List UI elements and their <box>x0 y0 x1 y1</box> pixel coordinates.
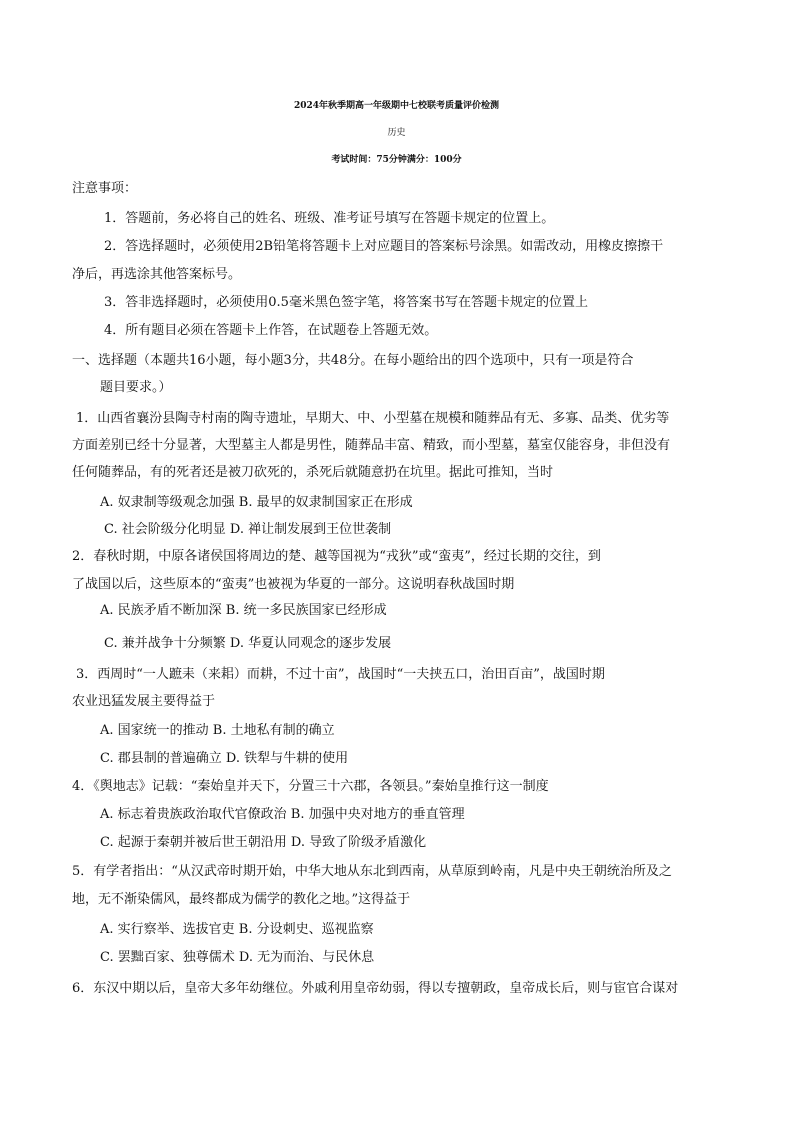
note-item: 净后，再选涂其他答案标号。 <box>72 267 242 282</box>
question-options: C. 社会阶级分化明显 D. 禅让制发展到王位世袭制 <box>104 522 392 537</box>
question-options: C. 罢黜百家、独尊儒术 D. 无为而治、与民休息 <box>100 950 375 965</box>
question-stem: 6．东汉中期以后，皇帝大多年幼继位。外戚利用皇帝幼弱，得以专擅朝政，皇帝成长后，则与宦官合谋对 <box>72 981 679 996</box>
subject-title: 历史 <box>387 128 406 138</box>
question-stem: 4．《舆地志》记载：“秦始皇并天下，分置三十六郡，各领县。”秦始皇推行这一制度 <box>72 779 549 794</box>
question-stem: 了战国以后，这些原本的“蛮夷”也被视为华夏的一部分。这说明春秋战国时期 <box>72 577 515 592</box>
question-stem: 农业迅猛发展主要得益于 <box>72 694 216 709</box>
question-options: A. 实行察举、选拔官吏 B. 分设刺史、巡视监察 <box>100 922 374 937</box>
question-stem: 5．有学者指出：“从汉武帝时期开始，中华大地从东北到西南，从草原到岭南，凡是中央王朝统治所及之 <box>72 864 672 879</box>
section-heading: 一、选择题（本题共16小题，每小题3分，共48分。在每小题给出的四个选项中，只有一项是符合 <box>72 353 634 368</box>
exam-info: 考试时间：75分钟满分：100分 <box>331 155 462 165</box>
exam-title: 2024年秋季期高一年级期中七校联考质量评价检测 <box>293 101 500 111</box>
note-item: 4．所有题目必须在答题卡上作答，在试题卷上答题无效。 <box>104 323 438 338</box>
note-item: 2．答选择题时，必须使用2B铅笔将答题卡上对应题目的答案标号涂黑。如需改动，用橡皮擦擦干 <box>104 239 664 254</box>
question-options: A. 国家统一的推动 B. 土地私有制的确立 <box>100 723 335 738</box>
question-stem: 1．山西省襄汾县陶寺村南的陶寺遗址，早期大、中、小型墓在规模和随葬品有无、多寡、品类、优劣等 <box>76 411 670 426</box>
notes-heading: 注意事项： <box>72 181 138 196</box>
question-stem: 3．西周时“一人蹠耒（来耜）而耕，不过十亩”，战国时“一夫挟五口，治田百亩”，战国时期 <box>76 667 605 682</box>
question-options: C. 郡县制的普遍确立 D. 铁犁与牛耕的使用 <box>100 751 349 766</box>
note-item: 1．答题前，务必将自己的姓名、班级、准考证号填写在答题卡规定的位置上。 <box>104 211 555 226</box>
note-item: 3．答非选择题时，必须使用0.5毫米黑色签字笔，将答案书写在答题卡规定的位置上 <box>104 295 588 310</box>
question-options: A. 民族矛盾不断加深 B. 统一多民族国家已经形成 <box>100 603 387 618</box>
question-stem: 方面差别已经十分显著，大型墓主人都是男性，随葬品丰富、精致，而小型墓，墓室仅能容身，非但没有 <box>72 438 671 453</box>
question-options: C. 起源于秦朝并被后世王朝沿用 D. 导致了阶级矛盾激化 <box>100 835 427 850</box>
question-options: C. 兼并战争十分频繁 D. 华夏认同观念的逐步发展 <box>104 636 392 651</box>
section-heading-cont: 题目要求。） <box>100 380 172 395</box>
question-options: A. 奴隶制等级观念加强 B. 最早的奴隶制国家正在形成 <box>100 495 413 510</box>
question-stem: 地，无不渐染儒风，最终都成为儒学的教化之地。”这得益于 <box>72 892 411 907</box>
question-stem: 任何随葬品，有的死者还是被刀砍死的，杀死后就随意扔在坑里。据此可推知，当时 <box>72 465 554 480</box>
question-options: A. 标志着贵族政治取代官僚政治 B. 加强中央对地方的垂直管理 <box>100 807 465 822</box>
question-stem: 2．春秋时期，中原各诸侯国将周边的楚、越等国视为“戎狄”或“蛮夷”，经过长期的交往，到 <box>72 549 601 564</box>
